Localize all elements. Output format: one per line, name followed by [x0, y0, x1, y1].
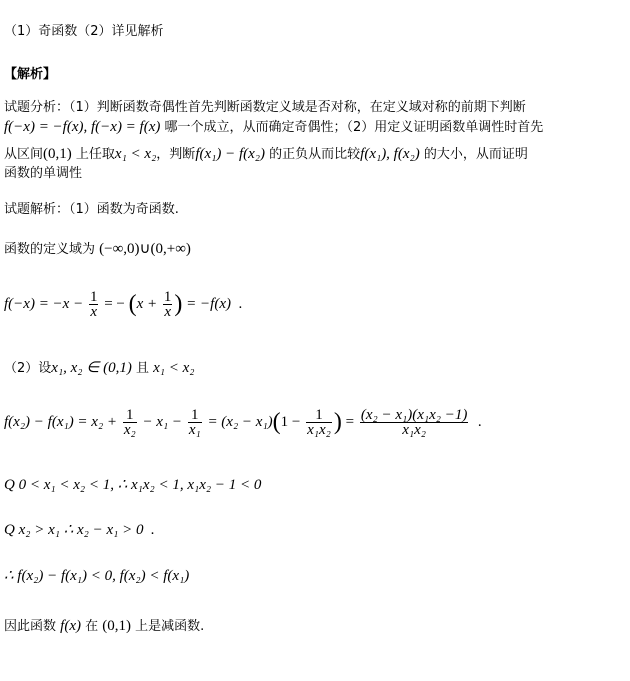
diff-eq2: =	[345, 413, 355, 430]
analysis-line-4: 函数的单调性	[4, 166, 83, 181]
analysis-line-2	[4, 116, 543, 136]
analysis-text-3d: 的正负从而比较	[269, 147, 361, 162]
frac-den-2: x	[164, 304, 171, 320]
frac-num: 1	[89, 289, 98, 305]
domain-value: (−∞,0)∪(0,+∞)	[99, 241, 191, 257]
frac-1-over-x1	[188, 408, 202, 437]
odd-mid: = −	[104, 295, 125, 312]
frac-den-x1x2: x₁x₂	[307, 422, 331, 438]
analysis-text-3a: 从区间	[4, 147, 44, 162]
analysis-compare: f(x₁), f(x₂)	[360, 146, 420, 162]
analysis-text-3e: 的大小，从而证明	[423, 147, 528, 162]
analysis-text-2: 哪一个成立，从而确定奇偶性；（2）用定义证明函数单调性时首先	[164, 120, 544, 135]
domain-text: 函数的定义域为	[4, 242, 96, 257]
analysis-text-1: （1）判断函数奇偶性首先判断函数定义域是否对称，在定义域对称的前期下判断	[69, 100, 526, 115]
solution-part-1	[4, 198, 179, 217]
analysis-line-1	[4, 96, 526, 115]
frac-result	[360, 408, 468, 437]
odd-proof-formula: f(−x) = −x − $\frac{1}{x}$ = − (x + $\frac{1}{x}$ ) = −f(x) .	[4, 289, 243, 320]
conclusion-c: 上是减函数.	[135, 619, 205, 634]
odd-left: f(−x) = −x −	[4, 295, 84, 312]
difference-formula: f(x₂) − f(x₁) = x₂ + $\frac{1}{\text{x₂}}$ − x₁ − $\frac{1}{\text{x₁}}$ = (x₂ − x₁)(1 − $\frac{1}{\text{x₁x₂}}$ ) = $\frac{\text{(x₂ − x₁)(x₁x₂ −1)}}{\text{x₁x₂}}$ .	[4, 407, 482, 438]
frac-den: x	[90, 304, 98, 320]
solution-label: 试题解析：	[4, 202, 70, 217]
answer-line: （1）奇函数（2）详见解析	[4, 24, 164, 39]
analysis-line-3	[4, 143, 528, 163]
analysis-pick: x₁ < x₂	[114, 146, 157, 162]
analysis-text-3b: 上任取	[75, 147, 115, 162]
part2-text: （2）设	[4, 361, 52, 376]
analysis-interval: (0,1)	[43, 146, 72, 162]
diff-result-num: (x₂ − x₁)(x₁x₂ −1)	[360, 407, 468, 423]
diff-result-den: x₁x₂	[402, 422, 426, 438]
analysis-label: 试题分析：	[4, 100, 70, 115]
part2-vars: x₁, x₂ ∈ (0,1)	[51, 360, 132, 376]
analysis-text-3c: ，判断	[156, 147, 196, 162]
frac-num-x1x2: 1	[306, 408, 332, 423]
step-3: ∴ f(x₂) − f(x₁) < 0, f(x₂) < f(x₁)	[4, 568, 190, 584]
diff-eq: = (x₂ − x₁)	[207, 413, 273, 430]
frac-1-over-x	[89, 290, 99, 319]
conclusion-b: 在	[85, 619, 99, 634]
frac-1-over-x-2	[163, 290, 173, 319]
step-2-text: Q x₂ > x₁ ∴ x₂ − x₁ > 0	[4, 522, 144, 538]
conclusion-fx: f(x)	[60, 618, 81, 634]
frac-num-x2: 1	[123, 408, 137, 423]
conclusion-a: 因此函数	[4, 619, 57, 634]
diff-one: 1 −	[280, 413, 301, 430]
diff-mid: − x₁ −	[142, 413, 183, 430]
part-2-line	[4, 357, 195, 377]
part2-cond: x₁ < x₂	[153, 360, 195, 376]
frac-1-over-x2	[123, 408, 137, 437]
frac-den-x2: x₂	[123, 422, 136, 438]
frac-1-over-x1x2	[306, 408, 332, 437]
domain-line	[4, 238, 191, 258]
odd-inner: x +	[136, 295, 158, 312]
part2-and: 且	[135, 361, 149, 376]
frac-den-x1: x₁	[188, 422, 201, 438]
step-2: Q x₂ > x₁ ∴ x₂ − x₁ > 0 .	[4, 522, 155, 538]
section-label: 【解析】	[4, 67, 57, 82]
diff-left: f(x₂) − f(x₁) = x₂ +	[4, 413, 118, 430]
analysis-diff: f(x₁) − f(x₂)	[195, 146, 265, 162]
step-1: Q 0 < x₁ < x₂ < 1, ∴ x₁x₂ < 1, x₁x₂ − 1 < 0	[4, 477, 262, 493]
odd-right: = −f(x)	[186, 295, 231, 312]
conclusion-line	[4, 615, 204, 635]
conclusion-interval: (0,1)	[102, 618, 132, 634]
frac-num-2: 1	[163, 289, 172, 305]
analysis-formula-1: f(−x) = −f(x), f(−x) = f(x)	[4, 119, 161, 135]
solution-part1-text: （1）函数为奇函数.	[69, 202, 179, 217]
frac-num-x1: 1	[188, 408, 202, 423]
